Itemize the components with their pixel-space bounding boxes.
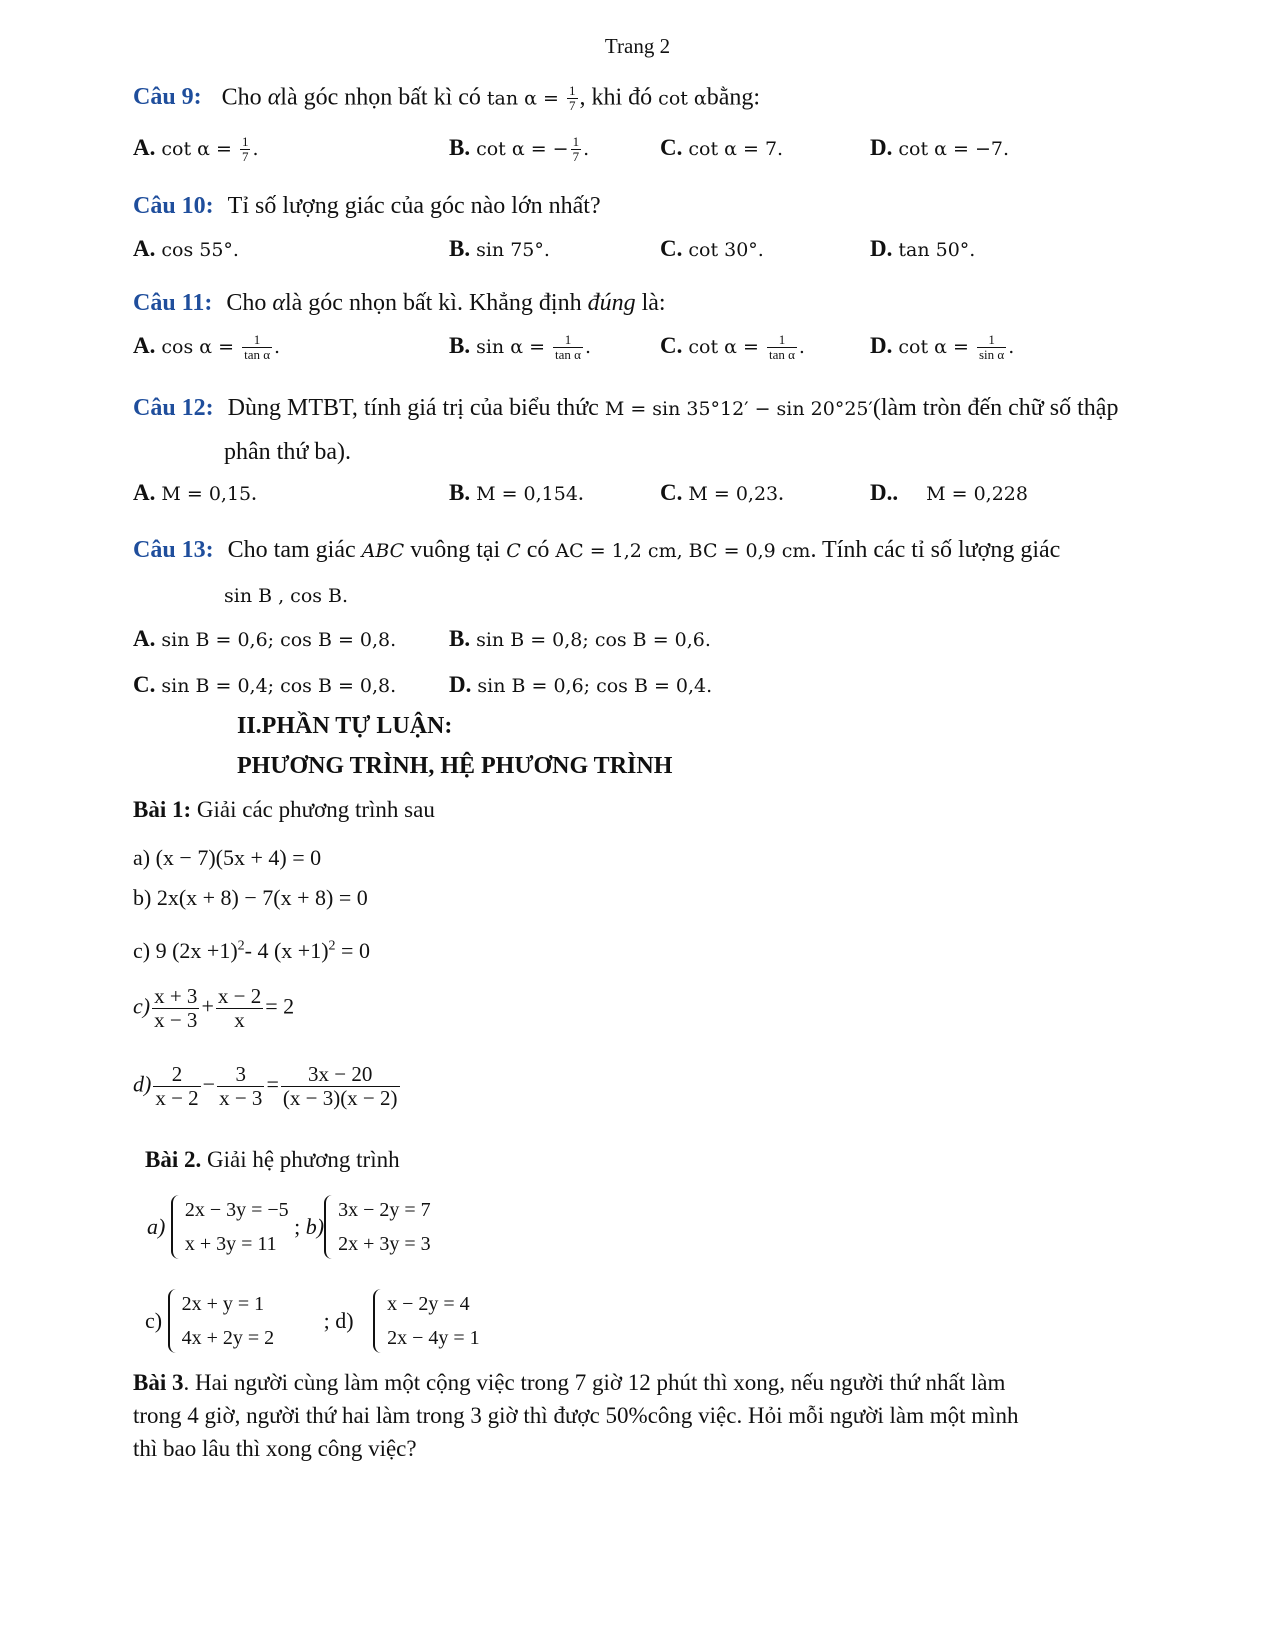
option-b: B. sin α = $\frac{1}{\text{tan α}}$ .	[449, 332, 592, 363]
equation-a: a) (x − 7)(5x + 4) = 0	[133, 845, 322, 870]
option-a: A. sin B = 0,6; cos B = 0,8.	[133, 626, 397, 651]
question-label: Câu 9:	[133, 84, 202, 111]
bai-3-line2: trong 4 giờ, người thứ hai làm trong 3 giờ thì được 50%công việc. Hỏi mỗi người làm một mình	[133, 1403, 1019, 1428]
math-expr: tan α =	[486, 87, 565, 110]
option-b: B. cot α = − $\frac{1}{7}$ .	[449, 134, 590, 165]
question-text: Tỉ số lượng giác của góc nào lớn nhất?	[227, 193, 601, 219]
option-c: C. sin B = 0,4; cos B = 0,8.	[133, 672, 397, 697]
equation-c1: c) 9 $(2x +1)^2-$ 4 $(x +1)^2 = 0$	[133, 938, 370, 963]
option-a: A. M = 0,15.	[133, 480, 257, 505]
option-b: B. M = 0,154.	[449, 480, 584, 505]
equation-system-a: 2x − 3y = −5 x + 3y = 11	[171, 1193, 289, 1261]
question-label: Câu 11:	[133, 290, 213, 316]
equation-system-c: 2x + y = 1 4x + 2y = 2	[168, 1287, 275, 1355]
question-text: , khi đó	[579, 84, 659, 111]
option-d: D. tan 50°.	[870, 236, 976, 261]
question-text: bằng:	[706, 84, 761, 111]
option-b: B. sin 75°.	[449, 236, 550, 261]
math-expr: ABC	[361, 540, 405, 562]
emphasis: đúng	[587, 290, 636, 316]
subsection-title: PHƯƠNG TRÌNH, HỆ PHƯƠNG TRÌNH	[237, 753, 673, 779]
section-title: II.PHẦN TỰ LUẬN:	[237, 713, 453, 739]
option-d: D. sin B = 0,6; cos B = 0,4.	[449, 672, 713, 697]
question-text: là góc nhọn bất kì có	[280, 84, 487, 111]
option-c: C. cot α = 7.	[660, 135, 784, 160]
question-11: Câu 11: Cho αlà góc nhọn bất kì. Khẳng định đúng là:	[133, 290, 666, 316]
question-text: Cho	[221, 84, 268, 111]
equation-system-d: x − 2y = 4 2x − 4y = 1	[373, 1287, 480, 1355]
math-expr: cot α	[658, 87, 707, 110]
option-a: A. cot α = $\frac{1}{7}$ .	[133, 134, 259, 165]
option-c: C. M = 0,23.	[660, 480, 784, 505]
option-d: D. cot α = −7.	[870, 135, 1010, 160]
equation-d: d) $\frac{2}{x - 2}$ − $\frac{3}{x - 3}$ = $\frac{3x - 20}{(x - 3)(x - 2)}$	[133, 1062, 398, 1111]
math-expr: AC = 1,2 cm, BC = 0,9 cm	[555, 540, 811, 562]
question-label: Câu 10:	[133, 193, 214, 219]
option-d: D. cot α = $\frac{1}{\text{sin α}}$ .	[870, 332, 1015, 363]
question-12-line2: phân thứ ba).	[224, 439, 351, 465]
question-13: Câu 13: Cho tam giác ABC vuông tại C có AC = 1,2 cm, BC = 0,9 cm. Tính các tỉ số lượng giác	[133, 537, 1061, 563]
question-label: Câu 12:	[133, 395, 214, 421]
option-c: C. cot α = $\frac{1}{\text{tan α}}$ .	[660, 332, 805, 363]
bai-2-heading: Bài 2. Giải hệ phương trình	[145, 1147, 400, 1172]
bai-1-heading: Bài 1: Giải các phương trình sau	[133, 797, 435, 822]
page-number: Trang 2	[604, 34, 671, 58]
question-10	[133, 193, 601, 220]
option-d: D.. M = 0,228	[870, 480, 1028, 505]
system-row-cd: c) 2x + y = 1 4x + 2y = 2 ; d) x − 2y = 4 2x − 4y = 1	[145, 1287, 480, 1355]
math-expr: M = sin 35°12′ − sin 20°25′	[604, 398, 873, 420]
equation-c2: c) $\frac{x + 3}{x - 3}$ + $\frac{x - 2}{x}$ = 2	[133, 984, 295, 1033]
question-12: Câu 12: Dùng MTBT, tính giá trị của biểu thức M = sin 35°12′ − sin 20°25′(làm tròn đến chữ số thập	[133, 395, 1119, 421]
option-a: A. cos 55°.	[133, 236, 239, 261]
option-b: B. sin B = 0,8; cos B = 0,6.	[449, 626, 711, 651]
option-a: A. cos α = $\frac{1}{\text{tan α}}$ .	[133, 332, 281, 363]
math-var: α	[267, 84, 281, 111]
question-label: Câu 13:	[133, 537, 214, 563]
bai-3-line3: thì bao lâu thì xong công việc?	[133, 1436, 417, 1461]
fraction: $\frac{1}{7}$	[569, 83, 576, 114]
system-row-ab: a) 2x − 3y = −5 x + 3y = 11 ; b) 3x − 2y = 7 2x + 3y = 3	[147, 1193, 431, 1261]
equation-system-b: 3x − 2y = 7 2x + 3y = 3	[324, 1193, 431, 1261]
option-c: C. cot 30°.	[660, 236, 764, 261]
question-9	[133, 84, 760, 114]
equation-b: b) 2x(x + 8) − 7(x + 8) = 0	[133, 885, 368, 910]
bai-3-line1: Bài 3. Hai người cùng làm một cộng việc trong 7 giờ 12 phút thì xong, nếu người thứ nhất làm	[133, 1370, 1006, 1395]
question-13-line2: sin B , cos B.	[224, 585, 349, 607]
